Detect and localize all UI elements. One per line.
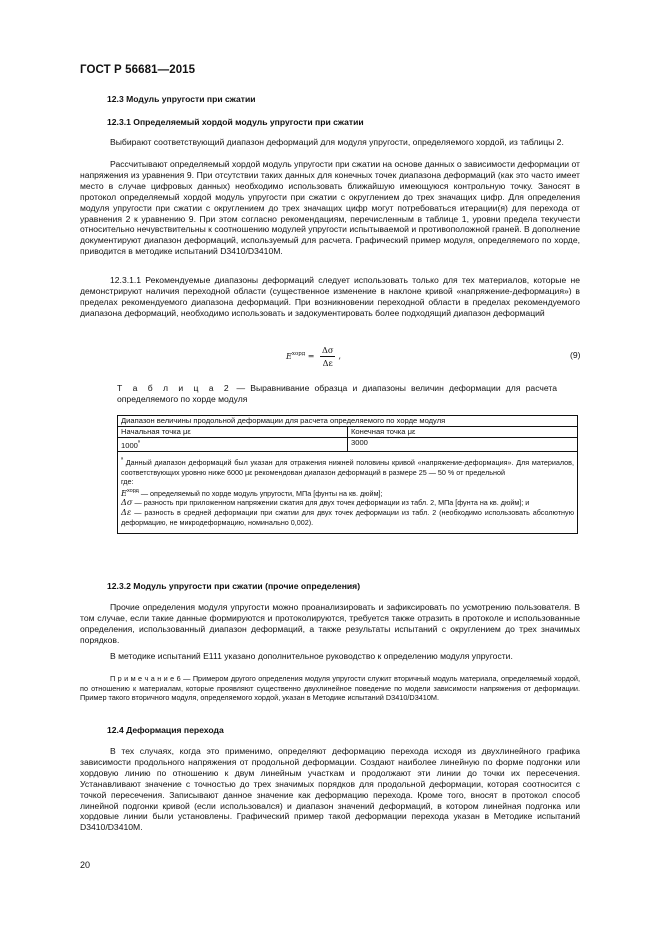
formula-tail: , — [338, 351, 342, 361]
table-2 — [117, 415, 578, 534]
section-12-3-2-title: 12.3.2 Модуль упругости при сжатии (прочие определения) — [107, 581, 361, 591]
table-col2-cell: 3000 — [348, 438, 578, 452]
note-6 — [80, 674, 580, 703]
table-2-caption — [117, 383, 557, 405]
table-col1-cell: $1000^ª$ — [118, 438, 348, 452]
paragraph-12-3-1-a — [80, 137, 580, 148]
paragraph-12-3-1-b — [80, 159, 580, 257]
paragraph-text: Выбирают соответствующий диапазон деформаций для модуля упругости, определяемого хордой, из таблицы 2. — [110, 137, 564, 147]
note-text: — Примером другого определения модуля упругости служит вторичный модуль материала, определяемый хордой, по отношению к материалам, которые проявляют существенно двухлинейное поведение по модели зависимости напряжения от деформации. Пример такого вторичного модуля, определяемого хордой, указан в Методике испытаний D3410/D3410M. — [80, 674, 580, 703]
paragraph-12-3-2-a — [80, 602, 580, 646]
footnote-a: $^ª$ Данный диапазон деформаций был указан для отражения нижней половины кривой «напряжение-деформация». Для материалов, соответствующих уровню ниже 6000 με рекомендован диапазон деформаций в размере 25 — 50 % от предельной — [121, 457, 574, 477]
table-footnote-row — [118, 452, 578, 534]
page-number: 20 — [80, 860, 91, 870]
formula-denominator: Δε — [322, 358, 333, 368]
note-label: П р и м е ч а н и е 6 — [110, 674, 181, 683]
table-caption-text: — Выравнивание образца и диапазоны величин деформации для расчета определяемого по хорде модуля — [117, 383, 557, 404]
formula-9 — [286, 345, 341, 368]
section-12-3-title: 12.3 Модуль упругости при сжатии — [107, 94, 256, 104]
paragraph-text: 12.3.1.1 Рекомендуемые диапазоны деформаций следует использовать только для тех материалов, которые не демонстрируют наличия переходной области (существенное изменение в наклоне кривой «напряжение-деформация») в пределах рекомендуемого диапазона деформаций. При возникновении переходной области в пределах рекомендуемого диапазона деформаций, необходимо использовать и задокументировать более подходящий диапазон деформаций — [80, 275, 580, 318]
table-column-header-row — [118, 427, 578, 438]
table-row — [118, 438, 578, 452]
table-caption-label: Т а б л и ц а 2 — [117, 383, 232, 393]
paragraph-text: В тех случаях, когда это применимо, определяют деформацию перехода исходя из двухлинейного графика зависимости продольного напряжения от продольной деформации. Создают наиболее линейную по форме подгонки или хордовую линию по отношению к двум линейным участкам и продолжают эти линии до точки их пересечения. Устанавливают значение с точностью до трех значимых порядков для продольной деформации, которая соотносится с точкой пересечения. Записывают данное значение как деформацию перехода. Кроме того, вносят в протокол способ линейной подгонки кривой (если использовался) и диапазон значений деформаций, в котором линейная подгонка или хордовые линии были установлены. Графический пример такой деформации перехода указан в Методике испытаний D3410/D3410M. — [80, 746, 580, 833]
formula-fraction — [320, 345, 336, 368]
table-span-header: Диапазон величины продольной деформации для расчета определяемого по хорде модуля — [118, 416, 578, 427]
section-12-4-title: 12.4 Деформация перехода — [107, 725, 224, 735]
footnote-def-e: $E^{хорд}$ — определяемый по хорде модуль упругости, МПа [фунты на кв. дюйм]; — [121, 487, 383, 498]
table-footnote — [118, 452, 578, 534]
table-col1-header: Начальная точка με — [118, 427, 348, 438]
paragraph-12-4 — [80, 746, 580, 833]
paragraph-text: Прочие определения модуля упругости можно проанализировать и зафиксировать по усмотрению пользователя. В том случае, если такие данные формируются и протоколируются, требуется также отразить в протоколе и использованные определения, использованный диапазон деформаций, а также результаты испытаний с округлением до трех значимых порядков. — [80, 602, 580, 645]
footnote-def-depsilon: Δε — разность в средней деформации при сжатии для двух точек деформации из табл. 2 (необходимо использовать абсолютную деформацию, не микродеформацию, номинально 0,002). — [121, 506, 574, 527]
table-col2-header: Конечная точка με — [348, 427, 578, 438]
formula-lhs: $E^{хорд}$ — [286, 350, 306, 361]
footnote-where: где: — [121, 477, 134, 487]
formula-numerator: Δσ — [321, 345, 334, 355]
formula-number: (9) — [570, 350, 581, 360]
paragraph-text: Рассчитывают определяемый хордой модуль упругости при сжатии на основе данных о зависимости деформации от напряжения из уравнения 9. При отсутствии таких данных для конечных точек диапазона деформаций (как это часто имеет место в случае цифровых данных) необходимо использовать ближайшую имеющуюся контрольную точку. Заносят в протокол определяемый хордой модуль упругости при сжатии с округлением до трех значащих цифр. Для определения модуля упругости при сжатии с округлением до трех значащих цифр могут потребоваться итерации(я) для перехода от уравнения 2 к уравнению 9. При этом согласно рекомендациям, перечисленным в таблице 1, уровни предела текучести относительно нечувствительны к соотношению модулей упругости испытываемой и противоположной граней. В дополнение документируют диапазон деформаций, используемый для расчета. Графический пример модуля, определяемого по хорде, приводится в методике испытаний D3410/D3410M. — [80, 159, 580, 257]
section-12-3-1-title: 12.3.1 Определяемый хордой модуль упругости при сжатии — [107, 117, 364, 127]
paragraph-text: В методике испытаний E111 указано дополнительное руководство к определению модуля упругости. — [110, 651, 513, 661]
document-header: ГОСТ Р 56681—2015 — [80, 64, 196, 76]
table-header-row — [118, 416, 578, 427]
footnote-def-dsigma: Δσ — разность при приложенном напряжении сжатия для двух точек деформации из табл. 2, МПа [фунта на кв. дюйм]; и — [121, 497, 530, 508]
paragraph-12-3-1-1 — [80, 275, 580, 319]
paragraph-12-3-2-b — [80, 651, 580, 662]
formula-equals: = — [307, 351, 315, 361]
